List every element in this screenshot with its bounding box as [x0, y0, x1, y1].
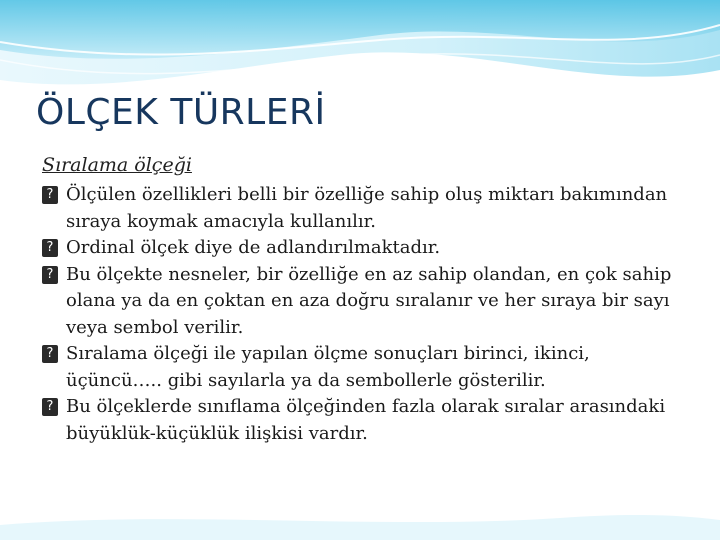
- footer-wave-decoration: [0, 500, 720, 540]
- bullet-item: [42, 262, 682, 342]
- bullet-text: Bu ölçeklerde sınıflama ölçeğinden fazla olarak sıralar arasındaki büyüklük-küçüklük ilişkisi vardır.: [66, 396, 666, 444]
- bullet-item: [42, 341, 682, 394]
- section-subtitle: Sıralama ölçeği: [42, 154, 192, 176]
- bullet-item: [42, 182, 682, 235]
- replacement-character-icon: ?: [42, 266, 58, 284]
- replacement-character-icon: ?: [42, 239, 58, 257]
- bullet-item: [42, 394, 682, 447]
- bullet-text: Sıralama ölçeği ile yapılan ölçme sonuçları birinci, ikinci, üçüncü….. gibi sayılarla ya da sembollerle gösterilir.: [66, 343, 590, 391]
- bullet-text: Ordinal ölçek diye de adlandırılmaktadır.: [66, 237, 441, 258]
- bullet-text: Ölçülen özellikleri belli bir özelliğe sahip oluş miktarı bakımından sıraya koymak amacıyla kullanılır.: [66, 184, 668, 232]
- bullet-list: [42, 182, 682, 447]
- bullet-item: [42, 235, 682, 262]
- replacement-character-icon: ?: [42, 398, 58, 416]
- slide-title: ÖLÇEK TÜRLERİ: [36, 92, 326, 133]
- replacement-character-icon: ?: [42, 345, 58, 363]
- bullet-text: Bu ölçekte nesneler, bir özelliğe en az sahip olandan, en çok sahip olana ya da en çoktan en aza doğru sıralanır ve her sıraya bir sayı veya sembol verilir.: [66, 263, 672, 338]
- replacement-character-icon: ?: [42, 186, 58, 204]
- slide-body: [42, 152, 682, 447]
